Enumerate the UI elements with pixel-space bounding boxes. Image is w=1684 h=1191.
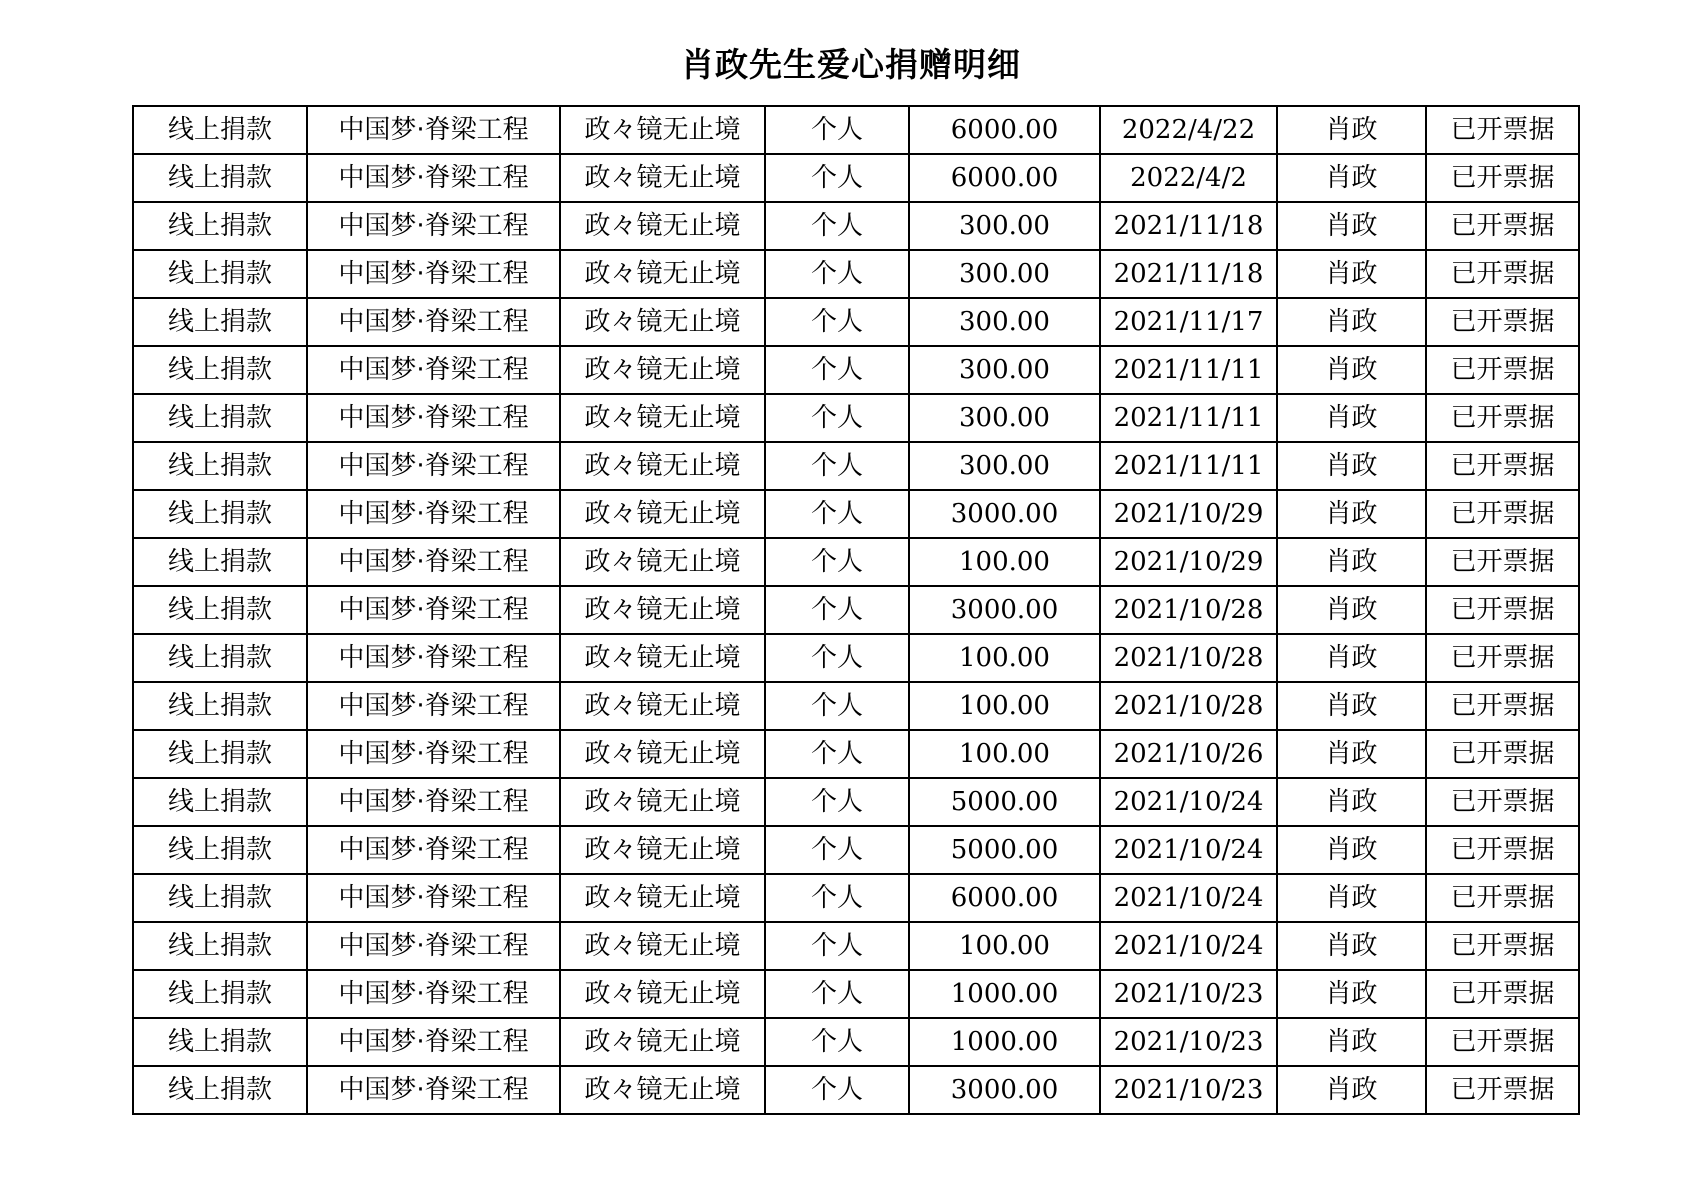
project-name-cell: 中国梦·脊梁工程 (307, 826, 560, 874)
program-name-cell: 政々镜无止境 (560, 682, 765, 730)
donation-date-cell: 2021/11/11 (1100, 442, 1277, 490)
table-row (133, 154, 1579, 202)
donation-method-cell: 线上捐款 (133, 250, 307, 298)
donation-table-body (133, 106, 1579, 1114)
receipt-status-cell: 已开票据 (1426, 154, 1579, 202)
donor-name-cell: 肖政 (1277, 298, 1426, 346)
receipt-status-cell: 已开票据 (1426, 634, 1579, 682)
table-row (133, 634, 1579, 682)
donation-method-cell: 线上捐款 (133, 202, 307, 250)
program-name-cell: 政々镜无止境 (560, 346, 765, 394)
donor-name-cell: 肖政 (1277, 682, 1426, 730)
donor-type-cell: 个人 (765, 874, 909, 922)
program-name-cell: 政々镜无止境 (560, 1018, 765, 1066)
receipt-status-cell: 已开票据 (1426, 874, 1579, 922)
receipt-status-cell: 已开票据 (1426, 442, 1579, 490)
receipt-status-cell: 已开票据 (1426, 394, 1579, 442)
donor-type-cell: 个人 (765, 922, 909, 970)
amount-cell: 100.00 (909, 922, 1100, 970)
program-name-cell: 政々镜无止境 (560, 298, 765, 346)
donor-type-cell: 个人 (765, 442, 909, 490)
donor-name-cell: 肖政 (1277, 538, 1426, 586)
amount-cell: 300.00 (909, 250, 1100, 298)
table-row (133, 970, 1579, 1018)
donation-table (132, 105, 1580, 1115)
donation-method-cell: 线上捐款 (133, 778, 307, 826)
project-name-cell: 中国梦·脊梁工程 (307, 874, 560, 922)
project-name-cell: 中国梦·脊梁工程 (307, 730, 560, 778)
receipt-status-cell: 已开票据 (1426, 1066, 1579, 1114)
page-title: 肖政先生爱心捐赠明细 (681, 45, 1021, 84)
project-name-cell: 中国梦·脊梁工程 (307, 538, 560, 586)
donor-type-cell: 个人 (765, 682, 909, 730)
amount-cell: 100.00 (909, 730, 1100, 778)
donation-method-cell: 线上捐款 (133, 730, 307, 778)
donation-method-cell: 线上捐款 (133, 826, 307, 874)
program-name-cell: 政々镜无止境 (560, 202, 765, 250)
receipt-status-cell: 已开票据 (1426, 250, 1579, 298)
program-name-cell: 政々镜无止境 (560, 394, 765, 442)
donor-type-cell: 个人 (765, 730, 909, 778)
amount-cell: 6000.00 (909, 874, 1100, 922)
amount-cell: 3000.00 (909, 1066, 1100, 1114)
donor-type-cell: 个人 (765, 586, 909, 634)
donation-date-cell: 2021/10/26 (1100, 730, 1277, 778)
table-row (133, 346, 1579, 394)
receipt-status-cell: 已开票据 (1426, 970, 1579, 1018)
donation-method-cell: 线上捐款 (133, 1018, 307, 1066)
table-row (133, 922, 1579, 970)
amount-cell: 3000.00 (909, 490, 1100, 538)
amount-cell: 1000.00 (909, 970, 1100, 1018)
donor-name-cell: 肖政 (1277, 394, 1426, 442)
table-row (133, 298, 1579, 346)
program-name-cell: 政々镜无止境 (560, 1066, 765, 1114)
donor-name-cell: 肖政 (1277, 106, 1426, 154)
donation-method-cell: 线上捐款 (133, 442, 307, 490)
donation-method-cell: 线上捐款 (133, 634, 307, 682)
donor-name-cell: 肖政 (1277, 154, 1426, 202)
project-name-cell: 中国梦·脊梁工程 (307, 298, 560, 346)
project-name-cell: 中国梦·脊梁工程 (307, 922, 560, 970)
donor-name-cell: 肖政 (1277, 346, 1426, 394)
amount-cell: 3000.00 (909, 586, 1100, 634)
program-name-cell: 政々镜无止境 (560, 634, 765, 682)
donor-type-cell: 个人 (765, 298, 909, 346)
donation-date-cell: 2021/10/24 (1100, 826, 1277, 874)
donor-type-cell: 个人 (765, 1018, 909, 1066)
table-row (133, 730, 1579, 778)
project-name-cell: 中国梦·脊梁工程 (307, 106, 560, 154)
table-row (133, 586, 1579, 634)
project-name-cell: 中国梦·脊梁工程 (307, 634, 560, 682)
receipt-status-cell: 已开票据 (1426, 730, 1579, 778)
table-row (133, 1018, 1579, 1066)
amount-cell: 6000.00 (909, 106, 1100, 154)
donor-name-cell: 肖政 (1277, 826, 1426, 874)
donation-date-cell: 2022/4/2 (1100, 154, 1277, 202)
project-name-cell: 中国梦·脊梁工程 (307, 202, 560, 250)
table-row (133, 202, 1579, 250)
donor-type-cell: 个人 (765, 490, 909, 538)
donor-name-cell: 肖政 (1277, 970, 1426, 1018)
donation-method-cell: 线上捐款 (133, 490, 307, 538)
donor-name-cell: 肖政 (1277, 202, 1426, 250)
donor-type-cell: 个人 (765, 970, 909, 1018)
donation-method-cell: 线上捐款 (133, 394, 307, 442)
table-row (133, 538, 1579, 586)
amount-cell: 5000.00 (909, 778, 1100, 826)
donor-name-cell: 肖政 (1277, 730, 1426, 778)
donation-date-cell: 2022/4/22 (1100, 106, 1277, 154)
project-name-cell: 中国梦·脊梁工程 (307, 778, 560, 826)
table-row (133, 394, 1579, 442)
amount-cell: 100.00 (909, 634, 1100, 682)
program-name-cell: 政々镜无止境 (560, 970, 765, 1018)
table-row (133, 874, 1579, 922)
donation-date-cell: 2021/10/23 (1100, 1018, 1277, 1066)
donor-name-cell: 肖政 (1277, 778, 1426, 826)
receipt-status-cell: 已开票据 (1426, 586, 1579, 634)
program-name-cell: 政々镜无止境 (560, 778, 765, 826)
donation-method-cell: 线上捐款 (133, 682, 307, 730)
donor-type-cell: 个人 (765, 154, 909, 202)
amount-cell: 100.00 (909, 682, 1100, 730)
donation-method-cell: 线上捐款 (133, 106, 307, 154)
program-name-cell: 政々镜无止境 (560, 490, 765, 538)
donation-date-cell: 2021/11/11 (1100, 346, 1277, 394)
receipt-status-cell: 已开票据 (1426, 202, 1579, 250)
program-name-cell: 政々镜无止境 (560, 538, 765, 586)
donor-name-cell: 肖政 (1277, 1018, 1426, 1066)
donation-date-cell: 2021/10/24 (1100, 874, 1277, 922)
donor-name-cell: 肖政 (1277, 922, 1426, 970)
donor-type-cell: 个人 (765, 202, 909, 250)
program-name-cell: 政々镜无止境 (560, 106, 765, 154)
donation-method-cell: 线上捐款 (133, 922, 307, 970)
donation-date-cell: 2021/11/18 (1100, 202, 1277, 250)
table-row (133, 682, 1579, 730)
donation-date-cell: 2021/11/18 (1100, 250, 1277, 298)
donor-name-cell: 肖政 (1277, 634, 1426, 682)
donation-date-cell: 2021/10/29 (1100, 490, 1277, 538)
table-row (133, 1066, 1579, 1114)
table-row (133, 106, 1579, 154)
donor-type-cell: 个人 (765, 778, 909, 826)
table-row (133, 250, 1579, 298)
project-name-cell: 中国梦·脊梁工程 (307, 586, 560, 634)
donor-name-cell: 肖政 (1277, 490, 1426, 538)
project-name-cell: 中国梦·脊梁工程 (307, 442, 560, 490)
donation-date-cell: 2021/10/28 (1100, 682, 1277, 730)
amount-cell: 300.00 (909, 202, 1100, 250)
amount-cell: 5000.00 (909, 826, 1100, 874)
receipt-status-cell: 已开票据 (1426, 490, 1579, 538)
donation-date-cell: 2021/11/11 (1100, 394, 1277, 442)
donor-type-cell: 个人 (765, 106, 909, 154)
amount-cell: 100.00 (909, 538, 1100, 586)
program-name-cell: 政々镜无止境 (560, 250, 765, 298)
receipt-status-cell: 已开票据 (1426, 778, 1579, 826)
project-name-cell: 中国梦·脊梁工程 (307, 682, 560, 730)
program-name-cell: 政々镜无止境 (560, 586, 765, 634)
amount-cell: 1000.00 (909, 1018, 1100, 1066)
receipt-status-cell: 已开票据 (1426, 1018, 1579, 1066)
project-name-cell: 中国梦·脊梁工程 (307, 346, 560, 394)
donation-method-cell: 线上捐款 (133, 154, 307, 202)
donation-date-cell: 2021/10/29 (1100, 538, 1277, 586)
project-name-cell: 中国梦·脊梁工程 (307, 1066, 560, 1114)
project-name-cell: 中国梦·脊梁工程 (307, 970, 560, 1018)
table-row (133, 442, 1579, 490)
receipt-status-cell: 已开票据 (1426, 682, 1579, 730)
receipt-status-cell: 已开票据 (1426, 346, 1579, 394)
donation-date-cell: 2021/10/28 (1100, 634, 1277, 682)
donation-date-cell: 2021/10/23 (1100, 970, 1277, 1018)
donation-method-cell: 线上捐款 (133, 346, 307, 394)
donor-name-cell: 肖政 (1277, 1066, 1426, 1114)
receipt-status-cell: 已开票据 (1426, 538, 1579, 586)
donor-type-cell: 个人 (765, 1066, 909, 1114)
donation-date-cell: 2021/10/28 (1100, 586, 1277, 634)
donation-method-cell: 线上捐款 (133, 586, 307, 634)
donor-name-cell: 肖政 (1277, 250, 1426, 298)
donor-type-cell: 个人 (765, 538, 909, 586)
program-name-cell: 政々镜无止境 (560, 154, 765, 202)
donation-date-cell: 2021/11/17 (1100, 298, 1277, 346)
donor-name-cell: 肖政 (1277, 442, 1426, 490)
program-name-cell: 政々镜无止境 (560, 922, 765, 970)
table-row (133, 490, 1579, 538)
project-name-cell: 中国梦·脊梁工程 (307, 154, 560, 202)
program-name-cell: 政々镜无止境 (560, 826, 765, 874)
donor-type-cell: 个人 (765, 826, 909, 874)
donor-type-cell: 个人 (765, 634, 909, 682)
table-row (133, 826, 1579, 874)
amount-cell: 300.00 (909, 442, 1100, 490)
donation-method-cell: 线上捐款 (133, 538, 307, 586)
program-name-cell: 政々镜无止境 (560, 442, 765, 490)
amount-cell: 300.00 (909, 346, 1100, 394)
program-name-cell: 政々镜无止境 (560, 730, 765, 778)
donation-method-cell: 线上捐款 (133, 298, 307, 346)
receipt-status-cell: 已开票据 (1426, 106, 1579, 154)
donor-name-cell: 肖政 (1277, 874, 1426, 922)
project-name-cell: 中国梦·脊梁工程 (307, 394, 560, 442)
amount-cell: 300.00 (909, 394, 1100, 442)
receipt-status-cell: 已开票据 (1426, 298, 1579, 346)
project-name-cell: 中国梦·脊梁工程 (307, 1018, 560, 1066)
project-name-cell: 中国梦·脊梁工程 (307, 250, 560, 298)
donation-date-cell: 2021/10/23 (1100, 1066, 1277, 1114)
donation-method-cell: 线上捐款 (133, 970, 307, 1018)
donation-date-cell: 2021/10/24 (1100, 778, 1277, 826)
donor-type-cell: 个人 (765, 346, 909, 394)
donation-date-cell: 2021/10/24 (1100, 922, 1277, 970)
project-name-cell: 中国梦·脊梁工程 (307, 490, 560, 538)
receipt-status-cell: 已开票据 (1426, 826, 1579, 874)
donor-name-cell: 肖政 (1277, 586, 1426, 634)
receipt-status-cell: 已开票据 (1426, 922, 1579, 970)
donor-type-cell: 个人 (765, 394, 909, 442)
table-row (133, 778, 1579, 826)
donation-method-cell: 线上捐款 (133, 1066, 307, 1114)
amount-cell: 300.00 (909, 298, 1100, 346)
donation-method-cell: 线上捐款 (133, 874, 307, 922)
program-name-cell: 政々镜无止境 (560, 874, 765, 922)
amount-cell: 6000.00 (909, 154, 1100, 202)
donor-type-cell: 个人 (765, 250, 909, 298)
